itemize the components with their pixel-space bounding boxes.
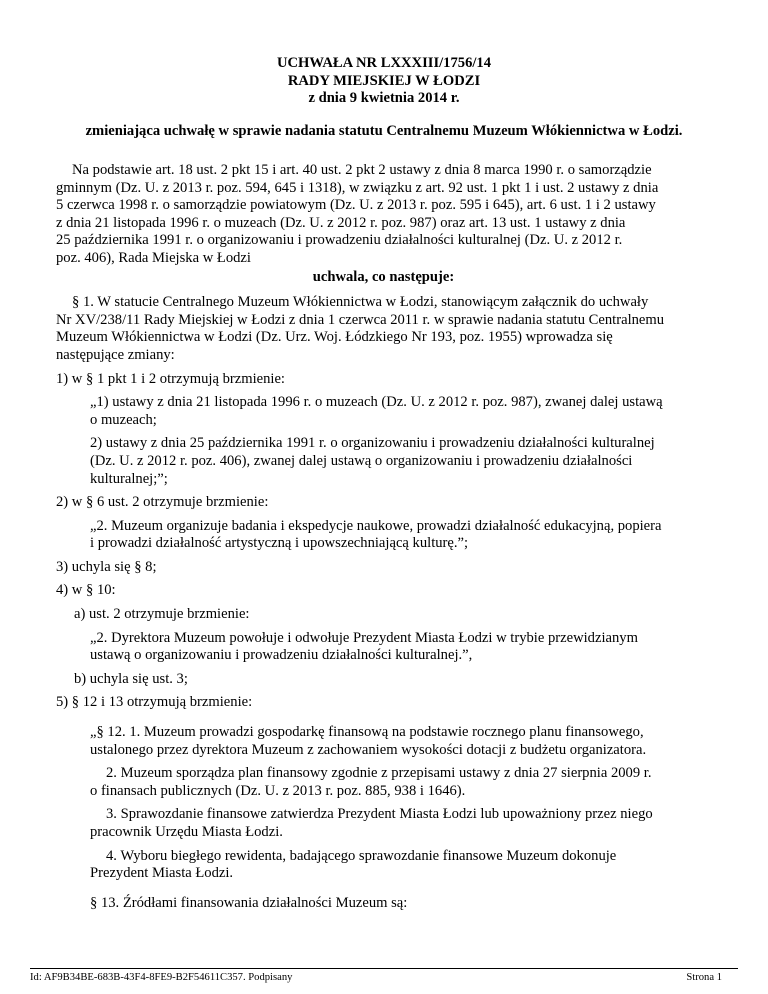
amendment-item-4b: b) uchyla się ust. 3; — [74, 670, 188, 687]
text-line: Prezydent Miasta Łodzi. — [90, 865, 234, 882]
text-line: 3. Sprawozdanie finansowe zatwierdza Prezydent Miasta Łodzi lub upoważniony przez niego — [106, 806, 653, 823]
document-id: Id: AF9B34BE-683B-43F4-8FE9-B2F54611C357. Podpisany — [30, 972, 293, 983]
text-line: 2) ustawy z dnia 25 października 1991 r. o organizowaniu i prowadzeniu działalności kulturalnej — [90, 435, 655, 452]
resolution-header — [0, 55, 768, 108]
text-line: o finansach publicznych (Dz. U. z 2013 r. poz. 885, 938 i 1646). — [90, 782, 466, 799]
resolves-heading: uchwala, co następuje: — [312, 268, 455, 285]
text-line: Muzeum Włókiennictwa w Łodzi (Dz. Urz. Woj. Łódzkiego Nr 193, poz. 1955) wprowadza się — [56, 329, 613, 346]
quote-par12-3 — [56, 806, 711, 841]
resolution-date: z dnia 9 kwietnia 2014 r. — [308, 90, 460, 107]
quote-par13: § 13. Źródłami finansowania działalności Muzeum są: — [90, 894, 408, 911]
text-line: (Dz. U. z 2012 r. poz. 406), zwanej dalej ustawą o organizowaniu i prowadzeniu działalności — [90, 452, 633, 469]
amendment-item-5: 5) § 12 i 13 otrzymują brzmienie: — [56, 694, 253, 711]
text-line: „2. Dyrektora Muzeum powołuje i odwołuje Prezydent Miasta Łodzi w trybie przewidzianym — [90, 629, 638, 646]
preamble — [56, 162, 711, 268]
text-line: gminnym (Dz. U. z 2013 r. poz. 594, 645 i 1318), w związku z art. 92 ust. 1 pkt 1 i ust. 2 ustawy z dnia — [56, 179, 659, 196]
text-line: „1) ustawy z dnia 21 listopada 1996 r. o muzeach (Dz. U. z 2012 r. poz. 987), zwanej dalej ustawą — [90, 394, 663, 411]
text-line: następujące zmiany: — [56, 346, 175, 363]
quote-par6 — [56, 518, 711, 553]
quote-par10 — [56, 630, 711, 665]
amendment-item-2: 2) w § 6 ust. 2 otrzymuje brzmienie: — [56, 494, 269, 511]
text-line: kulturalnej;”; — [90, 470, 168, 487]
council-name: RADY MIEJSKIEJ W ŁODZI — [287, 72, 481, 89]
text-line: 4. Wyboru biegłego rewidenta, badającego sprawozdanie finansowe Muzeum dokonuje — [106, 847, 617, 864]
text-line: Nr XV/238/11 Rady Miejskiej w Łodzi z dnia 1 czerwca 2011 r. w sprawie nadania statutu Centralnemu — [56, 311, 665, 328]
text-line: Na podstawie art. 18 ust. 2 pkt 15 i art. 40 ust. 2 pkt 2 ustawy z dnia 8 marca 1990 r. o samorządzie — [72, 162, 652, 178]
text-line: ustalonego przez dyrektora Muzeum z zachowaniem wysokości dotacji z budżetu organizatora. — [90, 741, 647, 758]
text-line: 5 czerwca 1998 r. o samorządzie powiatowym (Dz. U. z 2013 r. poz. 595 i 645), art. 6 ust. 1 i 2 ustawy — [56, 197, 656, 214]
paragraph-1 — [56, 294, 711, 364]
amendment-item-4a: a) ust. 2 otrzymuje brzmienie: — [74, 606, 250, 623]
text-line: 2. Muzeum sporządza plan finansowy zgodnie z przepisami ustawy z dnia 27 sierpnia 2009 r. — [106, 765, 652, 782]
text-line: poz. 406), Rada Miejska w Łodzi — [56, 249, 251, 266]
document-body — [56, 162, 711, 912]
amendment-item-3: 3) uchyla się § 8; — [56, 558, 157, 575]
quote-par12-2 — [56, 765, 711, 800]
text-line: § 1. W statucie Centralnego Muzeum Włókiennictwa w Łodzi, stanowiącym załącznik do uchwały — [72, 294, 649, 311]
quote-par12-1 — [56, 724, 711, 759]
text-line: „§ 12. 1. Muzeum prowadzi gospodarkę finansową na podstawie rocznego planu finansowego, — [90, 724, 644, 741]
text-line: ustawą o organizowaniu i prowadzeniu działalności kulturalnej.”, — [90, 647, 473, 664]
text-line: o muzeach; — [90, 411, 157, 428]
text-line: z dnia 21 listopada 1996 r. o muzeach (Dz. U. z 2012 r. poz. 987) oraz art. 13 ust. 1 ustawy z dnia — [56, 214, 626, 231]
text-line: 25 października 1991 r. o organizowaniu i prowadzeniu działalności kulturalnej (Dz. U. z 2012 r. — [56, 232, 623, 249]
amendment-item-4: 4) w § 10: — [56, 582, 116, 599]
quote-point-1 — [56, 394, 711, 429]
page-number: Strona 1 — [686, 972, 722, 983]
quote-par12-4 — [56, 848, 711, 883]
amendment-item-1: 1) w § 1 pkt 1 i 2 otrzymują brzmienie: — [56, 370, 285, 387]
quote-point-2 — [56, 435, 711, 488]
text-line: i prowadzi działalność artystyczną i upowszechniającą kulturę.”; — [90, 535, 469, 552]
resolution-number: UCHWAŁA NR LXXXIII/1756/14 — [276, 55, 492, 71]
text-line: pracownik Urzędu Miasta Łodzi. — [90, 824, 283, 840]
text-line: „2. Muzeum organizuje badania i ekspedycje naukowe, prowadzi działalność edukacyjną, popiera — [90, 517, 662, 534]
resolution-subject: zmieniająca uchwałę w sprawie nadania statutu Centralnemu Muzeum Włókiennictwa w Łodzi. — [85, 123, 683, 139]
footer-divider — [30, 968, 738, 969]
